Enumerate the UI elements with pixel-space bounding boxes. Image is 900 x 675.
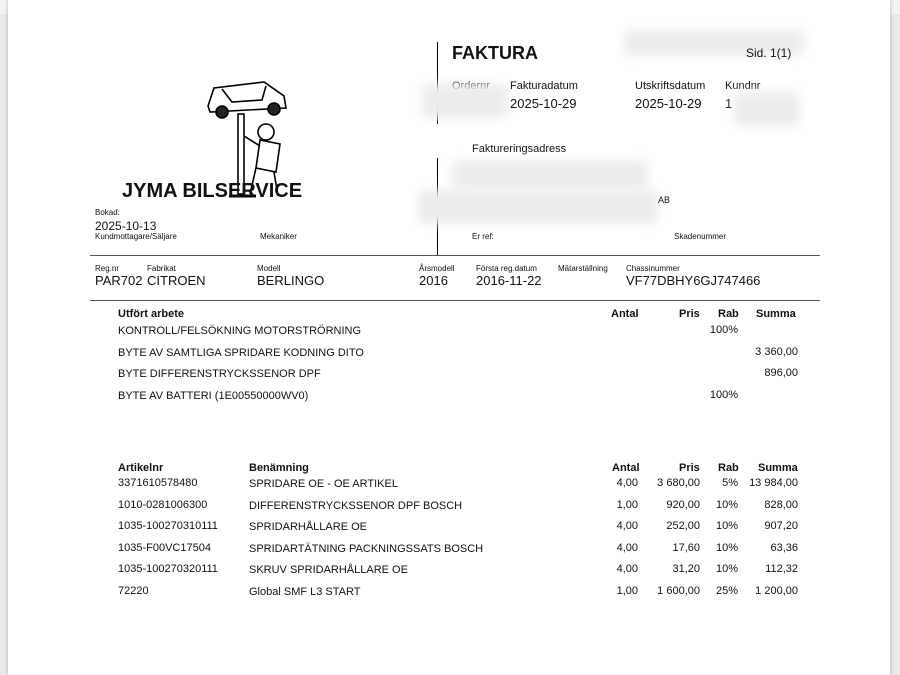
parts-row-quantity: 4,00 [616, 563, 638, 575]
parts-row-price: 920,00 [666, 499, 700, 511]
parts-row-article: 1010-0281006300 [118, 499, 208, 511]
work-row-description: KONTROLL/FELSÖKNING MOTORSTRÖRNING [118, 325, 362, 337]
section-divider-work [90, 300, 820, 301]
invoice-title: FAKTURA [452, 43, 538, 63]
year: 2016 [419, 273, 448, 288]
parts-row-name: DIFFERENSTRYCKSSENOR DPF BOSCH [249, 500, 463, 512]
parts-row-discount: 10% [715, 499, 738, 511]
invoice-date: 2025-10-29 [510, 96, 577, 111]
parts-row-article: 72220 [118, 585, 149, 597]
company-name: JYMA BILSERVICE [122, 180, 303, 202]
section-divider-vehicle [90, 255, 820, 256]
customer-number-label: Kundnr [725, 80, 761, 92]
billing-address-fragment: AB [658, 195, 671, 205]
work-row-discount: 100% [709, 324, 738, 336]
parts-row-discount: 25% [715, 585, 738, 597]
redacted-billing-address-line1 [452, 160, 648, 190]
booked-label: Bokad: [95, 208, 120, 217]
page-indicator: Sid. 1(1) [746, 46, 792, 60]
parts-row-sum: 1 200,00 [755, 585, 798, 597]
work-header-quantity: Antal [611, 308, 639, 320]
mechanic-label: Mekaniker [260, 232, 297, 241]
parts-row-discount: 5% [722, 477, 738, 489]
parts-row-price: 1 600,00 [657, 585, 700, 597]
first-reg-label: Första reg.datum [476, 264, 537, 273]
receiver-label: Kundmottagare/Säljare [95, 232, 177, 241]
parts-row-sum: 63,36 [770, 542, 798, 554]
parts-row-sum: 907,20 [764, 520, 798, 532]
make: CITROEN [147, 273, 206, 288]
parts-row-quantity: 1,00 [616, 585, 638, 597]
model-label: Modell [257, 264, 281, 273]
make-label: Fabrikat [147, 264, 176, 273]
year-label: Årsmodell [419, 264, 455, 273]
chassis-label: Chassinummer [626, 264, 680, 273]
work-row-description: BYTE AV BATTERI (1E00550000WV0) [118, 390, 309, 402]
parts-row-sum: 13 984,00 [749, 477, 798, 489]
redacted-billing-address-line2 [418, 190, 658, 224]
first-reg-date: 2016-11-22 [476, 273, 542, 288]
parts-row-quantity: 1,00 [616, 499, 638, 511]
parts-row-article: 1035-100270310111 [118, 520, 218, 532]
parts-row-name: SPRIDARTÄTNING PACKNINGSSATS BOSCH [249, 543, 484, 555]
parts-row-price: 252,00 [666, 520, 700, 532]
parts-row-quantity: 4,00 [616, 542, 638, 554]
invoice-date-label: Fakturadatum [510, 80, 578, 92]
parts-row-article: 1035-F00VC17504 [118, 542, 211, 554]
booked-date: 2025-10-13 [95, 219, 157, 233]
redacted-order-number [422, 84, 508, 118]
work-row-sum: 896,00 [764, 367, 798, 379]
parts-row-name: Global SMF L3 START [249, 586, 361, 598]
print-date: 2025-10-29 [635, 96, 702, 111]
parts-row-name: SPRIDARE OE - OE ARTIKEL [249, 478, 398, 490]
parts-row-price: 3 680,00 [657, 477, 700, 489]
parts-row-sum: 828,00 [764, 499, 798, 511]
invoice-page [8, 0, 890, 675]
parts-row-price: 17,60 [672, 542, 700, 554]
parts-row-name: SPRIDARHÅLLARE OE [249, 521, 367, 533]
parts-row-discount: 10% [715, 563, 738, 575]
chassis-number: VF77DBHY6GJ747466 [626, 273, 761, 288]
billing-address-label: Faktureringsadress [472, 143, 567, 155]
parts-row-article: 3371610578480 [118, 477, 198, 489]
redacted-customer-number [734, 92, 800, 126]
work-row-description: BYTE DIFFERENSTRYCKSSENOR DPF [118, 368, 321, 380]
work-row-sum: 3 360,00 [755, 346, 798, 358]
print-date-label: Utskriftsdatum [635, 80, 706, 92]
parts-row-article: 1035-100270320111 [118, 563, 218, 575]
parts-row-price: 31,20 [672, 563, 700, 575]
parts-row-quantity: 4,00 [616, 520, 638, 532]
work-header-sum: Summa [756, 308, 796, 320]
parts-row-name: SKRUV SPRIDARHÅLLARE OE [249, 564, 408, 576]
damage-number-label: Skadenummer [674, 232, 727, 241]
parts-header-quantity: Antal [612, 462, 640, 474]
work-header-price: Pris [679, 308, 700, 320]
customer-number: 1 [725, 96, 733, 111]
parts-header-name: Benämning [249, 462, 309, 474]
parts-row-sum: 112,32 [765, 563, 798, 575]
parts-header-sum: Summa [758, 462, 798, 474]
parts-row-quantity: 4,00 [616, 477, 638, 489]
parts-header-price: Pris [679, 462, 700, 474]
parts-row-discount: 10% [715, 542, 738, 554]
reg-label: Reg.nr [95, 264, 120, 273]
our-ref-label: Er ref: [472, 232, 494, 241]
mileage-label: Mätarställning [558, 264, 608, 273]
parts-header-article: Artikelnr [118, 462, 164, 474]
work-row-discount: 100% [709, 389, 738, 401]
parts-header-discount: Rab [718, 462, 739, 474]
parts-row-discount: 10% [715, 520, 738, 532]
reg-number: PAR702 [95, 273, 143, 288]
work-header-description: Utfört arbete [118, 308, 185, 320]
model: BERLINGO [257, 273, 325, 288]
work-header-discount: Rab [718, 308, 739, 320]
work-row-description: BYTE AV SAMTLIGA SPRIDARE KODNING DITO [118, 347, 364, 359]
